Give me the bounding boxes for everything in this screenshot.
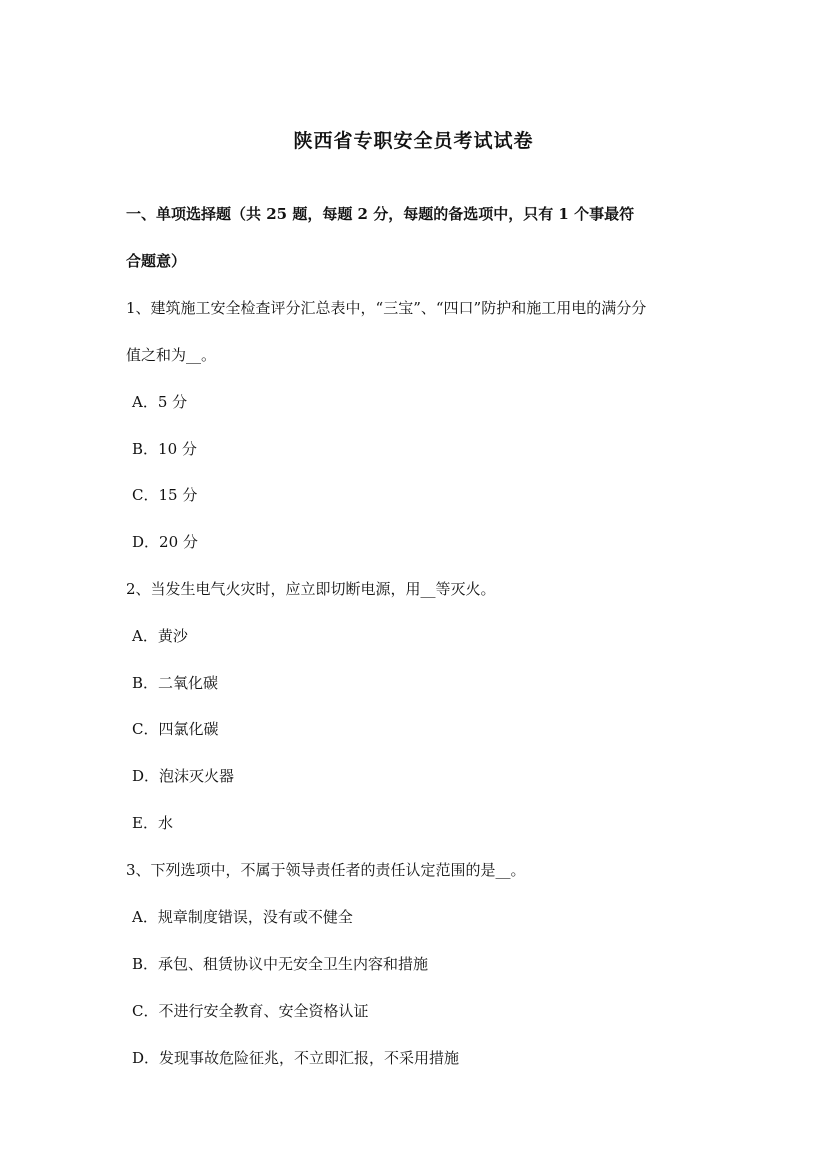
- question-2-option-b: B．二氧化碳: [132, 674, 219, 692]
- page-title: 陕西省专职安全员考试试卷: [293, 130, 534, 152]
- question-1-stem-line2: 值之和为__。: [126, 346, 217, 364]
- question-1-option-b: B．10 分: [132, 440, 197, 458]
- question-2-option-e: E．水: [132, 814, 173, 832]
- question-2-option-a: A．黄沙: [132, 627, 188, 645]
- question-3-option-d: D．发现事故危险征兆，不立即汇报，不采用措施: [132, 1049, 460, 1067]
- question-2-option-d: D．泡沫灭火器: [132, 767, 235, 785]
- question-1-stem-line1: 1、建筑施工安全检查评分汇总表中，“三宝”、“四口”防护和施工用电的满分分: [126, 299, 647, 317]
- question-1-option-d: D．20 分: [132, 533, 198, 551]
- section-heading-line1: 一、单项选择题（共 25 题，每题 2 分，每题的备选项中，只有 1 个事最符: [126, 205, 635, 223]
- question-3-option-a: A．规章制度错误，没有或不健全: [132, 908, 353, 926]
- question-3-option-b: B．承包、租赁协议中无安全卫生内容和措施: [132, 955, 429, 973]
- question-1-option-c: C．15 分: [132, 486, 198, 504]
- question-3-option-c: C．不进行安全教育、安全资格认证: [132, 1002, 369, 1020]
- section-heading-line2: 合题意）: [126, 252, 187, 270]
- question-1-option-a: A．5 分: [132, 393, 188, 411]
- question-3-stem-line1: 3、下列选项中，不属于领导责任者的责任认定范围的是__。: [126, 861, 526, 879]
- question-2-stem-line1: 2、当发生电气火灾时，应立即切断电源，用__等灭火。: [126, 580, 496, 598]
- question-2-option-c: C．四氯化碳: [132, 720, 219, 738]
